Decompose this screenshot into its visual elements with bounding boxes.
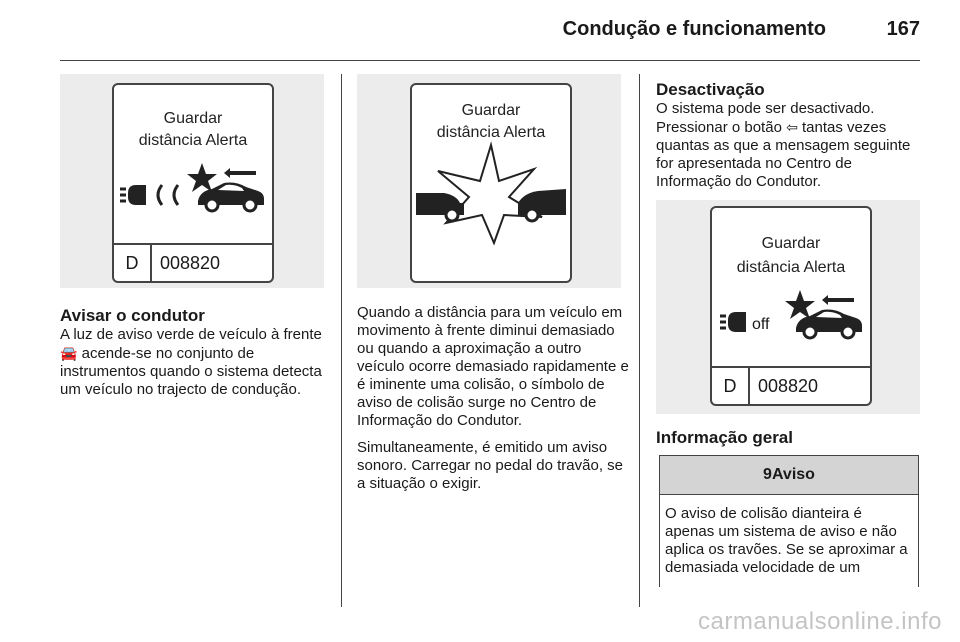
- section-heading: Avisar o condutor: [60, 306, 205, 325]
- watermark: carmanualsonline.info: [698, 608, 942, 635]
- warning-triangle-icon: 9: [763, 466, 772, 483]
- warning-header: [660, 456, 918, 495]
- warning-body: O aviso de colisão dianteira é apenas um sistema de aviso e não aplica os travões. Se se aproximar a demasiada velocidade de um: [665, 505, 908, 576]
- headlamp-icon: [720, 312, 746, 332]
- display-panel: [112, 83, 274, 283]
- steering-button-icon: ⇦: [786, 119, 798, 135]
- off-label: off: [752, 316, 770, 333]
- vehicle-ahead-icon: 🚘: [60, 345, 78, 361]
- gear-indicator: D: [114, 245, 152, 281]
- page-title: Condução e funcionamento: [562, 18, 826, 40]
- page-header: [60, 16, 920, 46]
- section-heading: Desactivação: [656, 80, 765, 99]
- paragraph-instructions: [656, 118, 918, 191]
- paragraph-sound: Simultaneamente, é emitido um aviso sonoro. Carregar no pedal do travão, se a situação o exigir.: [357, 439, 623, 492]
- own-car-icon: [416, 193, 464, 221]
- odometer-value: 008820: [758, 376, 819, 396]
- warning-box: [659, 455, 919, 587]
- star-icon: [785, 290, 815, 319]
- collision-warning-icon: [414, 141, 568, 245]
- panel-title-line2: distância Alerta: [736, 259, 846, 276]
- page-number: 167: [886, 18, 920, 40]
- arrow-left-icon: [224, 168, 256, 178]
- panel-title-line2: distância Alerta: [138, 132, 248, 149]
- panel-title-line1: Guardar: [461, 102, 521, 119]
- section-paragraph: [60, 326, 330, 399]
- arrow-left-icon: [822, 295, 854, 305]
- headlamp-icon: [120, 185, 146, 205]
- figure-distance-alert-warning: [60, 74, 324, 288]
- odometer-value: 008820: [160, 253, 221, 273]
- warning-title: Aviso: [771, 466, 815, 483]
- header-rule: [60, 60, 920, 61]
- paragraph-text-b: acende-se no conjunto de instrumentos quando o sistema detecta um veículo no trajecto de condução.: [60, 345, 322, 398]
- figure-alert-off: [656, 200, 920, 414]
- section-collision-text: [357, 304, 629, 493]
- display-panel-off: [710, 206, 872, 406]
- panel-title-line1: Guardar: [761, 235, 821, 252]
- instructions-text-a: Pressionar o botão: [656, 119, 782, 136]
- section-deactivation: [656, 80, 918, 191]
- section-heading-general: Informação geral: [656, 428, 793, 447]
- section-driver-warning: [60, 306, 330, 399]
- column-divider-right: [639, 74, 640, 607]
- column-divider-left: [341, 74, 342, 607]
- burst-star-icon: [438, 145, 542, 243]
- panel-title-line1: Guardar: [163, 110, 223, 127]
- odometer-row: [712, 366, 870, 404]
- gear-indicator: D: [712, 368, 750, 404]
- odometer-row: [114, 243, 272, 281]
- paragraph-text-a: A luz de aviso verde de veículo à frente: [60, 326, 322, 343]
- star-icon: [187, 163, 217, 192]
- instructions-text-b: tantas vezes quantas as que a mensagem seguinte for apresentada no Centro de Informação do Condutor.: [656, 119, 911, 190]
- vehicle-ahead-alert-icon: [120, 161, 266, 221]
- alert-off-icon: [720, 288, 864, 348]
- paragraph-line1: O sistema pode ser desactivado.: [656, 100, 875, 117]
- panel-title-line2: distância Alerta: [436, 124, 546, 141]
- figure-collision-warning: [357, 74, 621, 288]
- paragraph-collision: Quando a distância para um veículo em movimento à frente diminui demasiado ou quando a aproximação a outro veículo ocorre demasiado rapidamente e é iminente uma colisão, o símbolo de aviso de colisão surge no Centro de Informação do Condutor.: [357, 304, 629, 429]
- display-panel-collision: [410, 83, 572, 283]
